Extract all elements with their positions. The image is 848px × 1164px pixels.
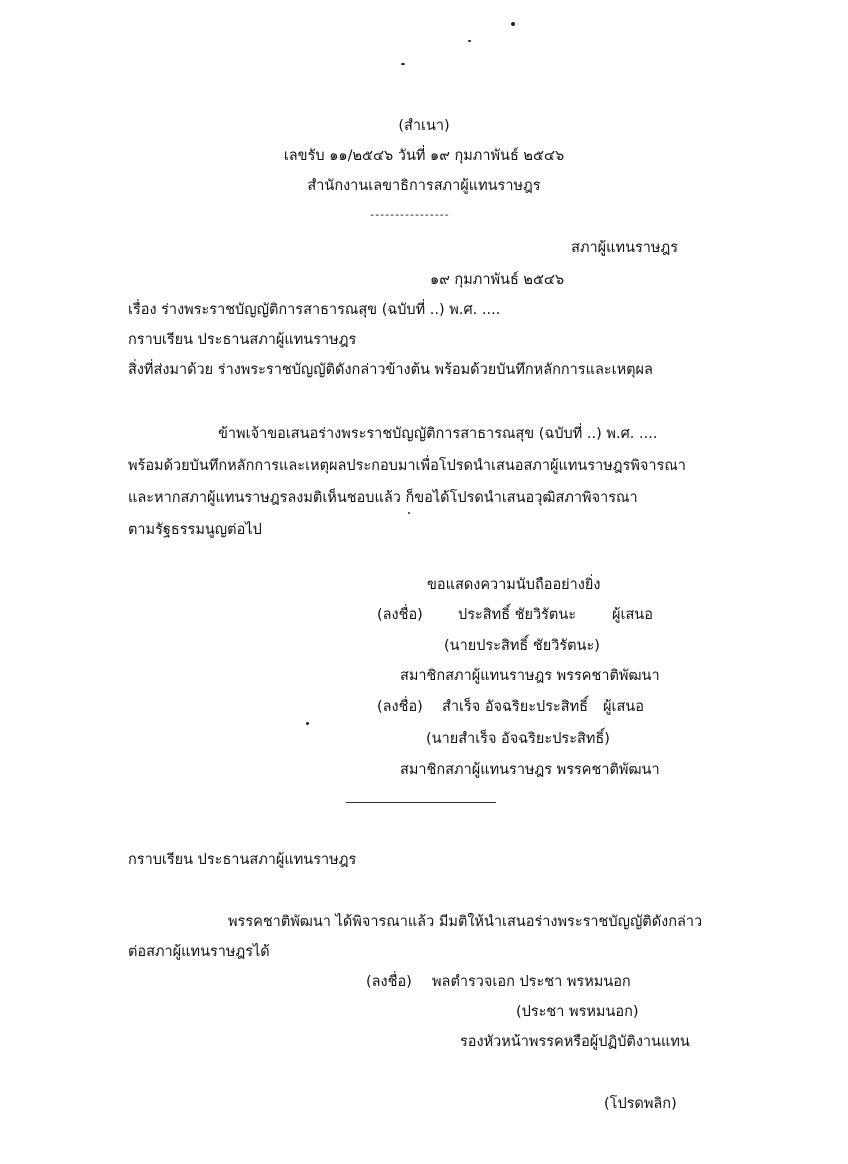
signatory-role: ผู้เสนอ bbox=[603, 699, 644, 715]
scan-speck bbox=[511, 22, 515, 26]
endorsement-signature: พลตำรวจเอก ประชา พรหมนอก bbox=[432, 974, 631, 990]
signatory-position: สมาชิกสภาผู้แทนราษฎร พรรคชาติพัฒนา bbox=[400, 762, 660, 778]
endorsement-body-line: พรรคชาติพัฒนา ได้พิจารณาแล้ว มีมติให้นำเสนอร่างพระราชบัญญัติดังกล่าว bbox=[228, 914, 703, 930]
sign-prefix: (ลงชื่อ) bbox=[377, 699, 423, 715]
closing: ขอแสดงความนับถืออย่างยิ่ง bbox=[427, 577, 601, 593]
header-divider: ---------------- bbox=[370, 208, 450, 221]
scan-speck bbox=[408, 512, 410, 514]
body-line: ตามรัฐธรรมนูญต่อไป bbox=[128, 522, 262, 538]
letter-place: สภาผู้แทนราษฎร bbox=[571, 240, 678, 256]
body-line: ข้าพเจ้าขอเสนอร่างพระราชบัญญัติการสาธารณสุข (ฉบับที่ ..) พ.ศ. .... bbox=[218, 426, 658, 442]
body-line: และหากสภาผู้แทนราษฎรลงมติเห็นชอบแล้ว ก็ขอได้โปรดนำเสนอวุฒิสภาพิจารณา bbox=[128, 490, 638, 506]
copy-note: (สำเนา) bbox=[398, 118, 450, 134]
signatory-position: สมาชิกสภาผู้แทนราษฎร พรรคชาติพัฒนา bbox=[400, 668, 660, 684]
signature: สำเร็จ อัจฉริยะประสิทธิ์ bbox=[442, 699, 589, 715]
scan-speck bbox=[401, 63, 405, 65]
sign-prefix: (ลงชื่อ) bbox=[377, 607, 423, 623]
section-divider bbox=[346, 802, 496, 803]
office-name: สำนักงานเลขาธิการสภาผู้แทนราษฎร bbox=[307, 178, 541, 194]
letter-date: ๑๙ กุมภาพันธ์ ๒๕๔๖ bbox=[430, 272, 565, 288]
scan-speck bbox=[306, 722, 309, 725]
scan-speck bbox=[468, 40, 471, 42]
receipt-line: เลขรับ ๑๑/๒๕๔๖ วันที่ ๑๙ กุมภาพันธ์ ๒๕๔๖ bbox=[283, 148, 565, 164]
letter-enclosure: สิ่งที่ส่งมาด้วย ร่างพระราชบัญญัติดังกล่าวข้างต้น พร้อมด้วยบันทึกหลักการและเหตุผล bbox=[128, 362, 653, 378]
endorsement-body-line: ต่อสภาผู้แทนราษฎรได้ bbox=[128, 944, 270, 960]
endorsement-sign-prefix: (ลงชื่อ) bbox=[366, 974, 412, 990]
body-line: พร้อมด้วยบันทึกหลักการและเหตุผลประกอบมาเพื่อโปรดนำเสนอสภาผู้แทนราษฎรพิจารณา bbox=[128, 458, 686, 474]
letter-subject: เรื่อง ร่างพระราชบัญญัติการสาธารณสุข (ฉบับที่ ..) พ.ศ. .... bbox=[128, 302, 501, 318]
endorsement-salutation: กราบเรียน ประธานสภาผู้แทนราษฎร bbox=[128, 852, 357, 868]
signature: ประสิทธิ์ ชัยวิรัตนะ bbox=[458, 607, 577, 623]
signatory-role: ผู้เสนอ bbox=[612, 607, 653, 623]
letter-salutation: กราบเรียน ประธานสภาผู้แทนราษฎร bbox=[128, 332, 357, 348]
printed-name: (นายประสิทธิ์ ชัยวิรัตนะ) bbox=[444, 638, 600, 654]
printed-name: (นายสำเร็จ อัจฉริยะประสิทธิ์) bbox=[426, 731, 610, 747]
endorsement-position: รองหัวหน้าพรรคหรือผู้ปฏิบัติงานแทน bbox=[460, 1034, 690, 1050]
endorsement-printed-name: (ประชา พรหมนอก) bbox=[516, 1004, 639, 1020]
turn-over-note: (โปรดพลิก) bbox=[604, 1096, 677, 1112]
